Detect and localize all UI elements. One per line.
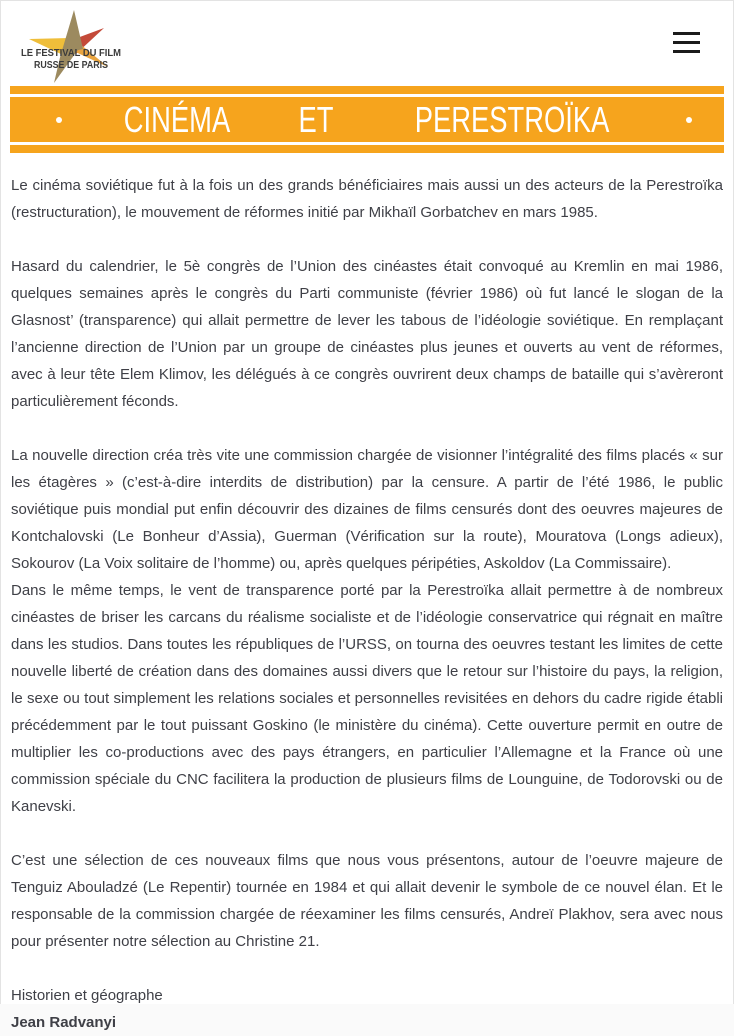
banner-top-strip xyxy=(10,86,724,94)
banner-dot-right xyxy=(686,117,692,123)
banner-main xyxy=(10,97,724,142)
author-role: Historien et géographe xyxy=(11,987,163,1004)
page-title-word: CINÉMA xyxy=(124,99,231,140)
site-header xyxy=(1,1,733,86)
author-signature xyxy=(11,982,723,1036)
author-name: Jean Radvanyi xyxy=(11,1014,117,1031)
hamburger-bar xyxy=(673,50,700,53)
banner-bottom-strip xyxy=(10,145,724,153)
hamburger-bar xyxy=(673,32,700,35)
article-paragraph: C’est une sélection de ces nouveaux films que nous vous présentons, autour de l’oeuvre majeure de Tenguiz Abouladzé (Le Repentir) tournée en 1984 et qui allait devenir le symbole de ce nouvel élan. Et le responsable de la commission chargée de réexaminer les films censurés, Andreï Plakhov, sera avec nous pour présenter notre sélection au Christine 21. xyxy=(11,852,723,950)
article-paragraph: Hasard du calendrier, le 5è congrès de l’Union des cinéastes était convoqué au Kremlin en mai 1986, quelques semaines après le congrès du Parti communiste (février 1986) où fut lancé le slogan de la Glasnost’ (transparence) qui allait permettre de lever les tabous de l’idéologie soviétique. En remplaçant l’ancienne direction de l’Union par un groupe de cinéastes plus jeunes et ouverts au vent de réformes, avec à leur tête Elem Klimov, les délégués à ce congrès ouvrirent deux champs de bataille qui s’avèreront particulièrement féconds. xyxy=(11,258,723,410)
article-body xyxy=(1,153,733,1036)
page-title-word: ET xyxy=(298,99,334,140)
title-banner xyxy=(10,86,724,153)
banner-dot-left xyxy=(56,117,62,123)
article-paragraph: Dans le même temps, le vent de transparence porté par la Perestroïka allait permettre à de nombreux cinéastes de briser les carcans du réalisme socialiste et de l’idéologie conservatrice qui régnait en maître dans les studios. Dans toutes les républiques de l’URSS, on tourna des oeuvres testant les limites de cette nouvelle liberté de création dans des domaines aussi divers que le retour sur l’histoire du pays, la religion, le sexe ou tout simplement les relations sociales et personnelles revisitées en dehors du cadre rigide établi précédemment par le tout puissant Goskino (le ministère du cinéma). Cette ouverture permit en outre de multiplier les co-productions avec des pays étrangers, en particulier l’Allemagne et la France où une commission spéciale du CNC facilitera la production de plusieurs films de Lounguine, de Todorovski ou de Kanevski. xyxy=(11,582,723,815)
hamburger-bar xyxy=(673,41,700,44)
logo-text-line2: RUSSE DE PARIS xyxy=(34,60,109,71)
page-title-word: PERESTROÏKA xyxy=(415,99,610,140)
logo-text-line1: LE FESTIVAL DU FILM xyxy=(21,48,121,59)
festival-logo[interactable] xyxy=(17,9,129,85)
article-paragraph: Le cinéma soviétique fut à la fois un des grands bénéficiaires mais aussi un des acteurs de la Perestroïka (restructuration), le mouvement de réformes initié par Mikhaïl Gorbatchev en mars 1985. xyxy=(11,177,723,221)
hamburger-menu-icon[interactable] xyxy=(673,32,700,53)
article-paragraph: La nouvelle direction créa très vite une commission chargée de visionner l’intégralité des films placés « sur les étagères » (c’est-à-dire interdits de distribution) par la censure. A partir de l’été 1986, le public soviétique puis mondial put enfin découvrir des dizaines de films censurés dont des oeuvres majeures de Kontchalovski (Le Bonheur d’Assia), Guerman (Vérification sur la route), Mouratova (Longs adieux), Sokourov (La Voix solitaire de l’homme) ou, après quelques péripéties, Askoldov (La Commissaire). xyxy=(11,447,723,572)
